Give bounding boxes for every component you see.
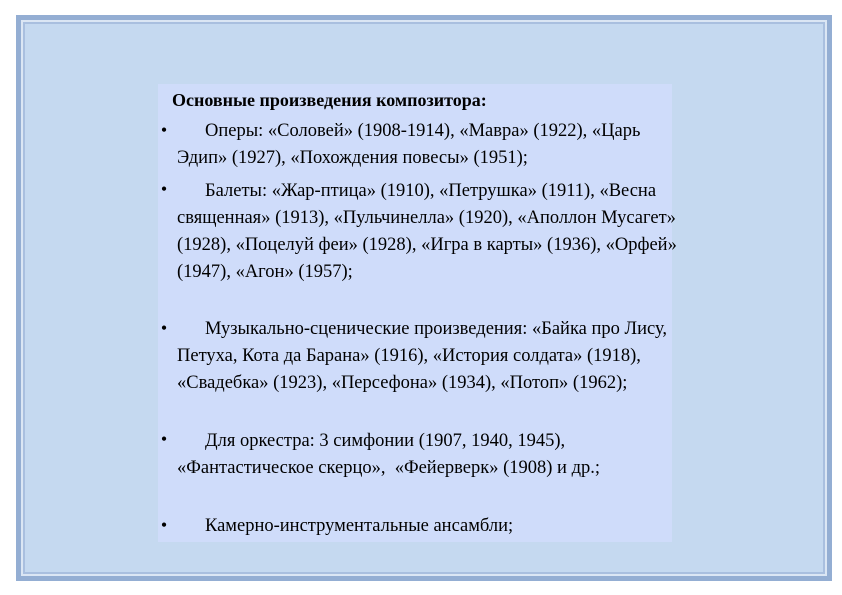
bullet-marker: • [160,179,168,199]
list-item-stage-works: Музыкально-сценические произведения: «Байка про Лису, Петуха, Кота да Барана» (1916), «История солдата» (1918), «Свадебка» (1923), «Персефона» (1934), «Потоп» (1962); [177,319,672,393]
list-item-ballets: Балеты: «Жар-птица» (1910), «Петрушка» (1911), «Весна священная» (1913), «Пульчинелла» (1920), «Аполлон Мусагет» (1928), «Поцелуй феи» (1928), «Игра в карты» (1936), «Орфей» (1947), «Агон» (1957); [177,181,682,282]
bullet-marker: • [160,318,168,338]
section-heading: Основные произведения композитора: [172,90,487,110]
list-item-operas: Оперы: «Соловей» (1908-1914), «Мавра» (1922), «Царь Эдип» (1927), «Похождения повесы» (1951); [177,121,646,168]
list-item-orchestra: Для оркестра: 3 симфонии (1907, 1940, 1945), «Фантастическое скерцо», «Фейерверк» (1908) и др.; [177,431,601,478]
bullet-marker: • [160,429,168,449]
bullet-marker: • [160,120,168,140]
bullet-marker: • [160,515,168,535]
list-item-chamber: Камерно-инструментальные ансамбли; [205,516,514,536]
